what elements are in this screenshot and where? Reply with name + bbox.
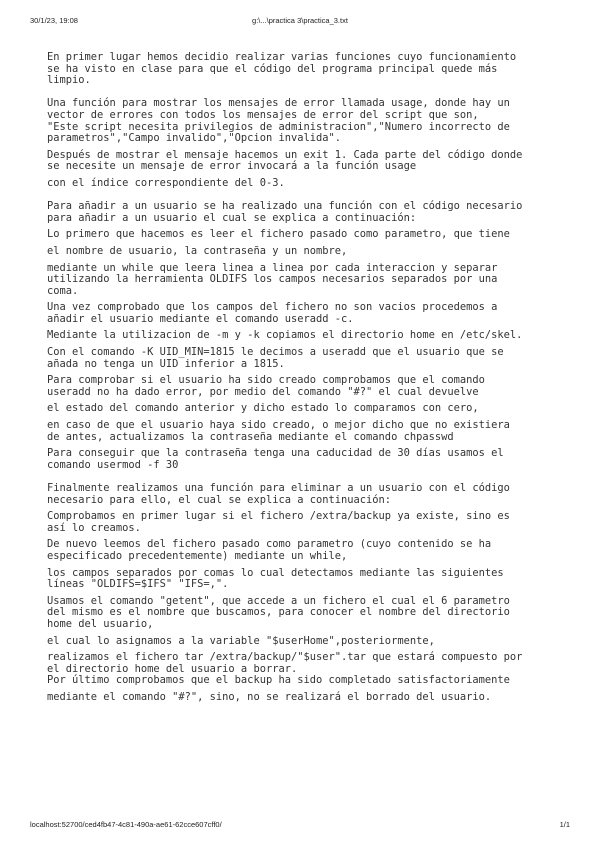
text-line: para añadir a un usuario el cual se explica a continuación: xyxy=(47,211,417,224)
text-line: Usamos el comando "getent", que accede a un fichero el cual el 6 parametro xyxy=(47,594,510,607)
text-line: especificado precedentemente) mediante un while, xyxy=(47,549,348,562)
text-line: Lo primero que hacemos es leer el fichero pasado como parametro, que tiene xyxy=(47,228,510,241)
text-line: Para añadir a un usuario se ha realizado una función con el código necesario xyxy=(47,200,523,213)
text-line: De nuevo leemos del fichero pasado como parametro (cuyo contenido se ha xyxy=(47,538,492,551)
text-line: se necesite un mensaje de error invocará a la función usage xyxy=(47,160,417,173)
text-line: líneas "OLDIFS=$IFS" "IFS=,". xyxy=(47,578,229,591)
text-line: Por último comprobamos que el backup ha sido completado satisfactoriamente xyxy=(47,674,510,687)
text-line: useradd no ha dado error, por medio del comando "#?" el cual devuelve xyxy=(47,385,479,398)
text-line: limpio. xyxy=(47,74,91,87)
text-line: se ha visto en clase para que el código del programa principal quede más xyxy=(47,62,498,75)
text-line: añada no tenga un UID inferior a 1815. xyxy=(47,357,285,370)
text-line: En primer lugar hemos decidio realizar varias funciones cuyo funcionamiento xyxy=(47,51,517,63)
text-line: con el índice correspondiente del 0-3. xyxy=(47,176,285,189)
text-line: Para conseguir que la contraseña tenga una caducidad de 30 días usamos el xyxy=(47,447,504,460)
document-body xyxy=(47,52,562,704)
text-line: el cual lo asignamos a la variable "$userHome",posteriormente, xyxy=(47,634,435,647)
text-line: coma. xyxy=(47,284,79,297)
text-line: Con el comando -K UID_MIN=1815 le decimos a useradd que el usuario que se xyxy=(47,346,504,359)
text-line: vector de errores con todos los mensajes de error del script que son, xyxy=(47,108,479,121)
page-url: localhost:52700/ced4fb47-4c81-490a-ae61-62cce607cff0/ xyxy=(30,820,222,829)
text-line: comando usermod -f 30 xyxy=(47,458,179,471)
text-line: así lo creamos. xyxy=(47,521,141,534)
text-line: de antes, actualizamos la contraseña mediante el comando chpasswd xyxy=(47,430,454,443)
text-line: parametros","Campo invalido","Opcion invalida". xyxy=(47,132,342,145)
text-line: realizamos el fichero tar /extra/backup/"$user".tar que estará compuesto por xyxy=(47,651,523,664)
print-datetime: 30/1/23, 19:08 xyxy=(30,16,78,25)
text-line: Mediante la utilizacion de -m y -k copiamos el directorio home en /etc/skel. xyxy=(47,329,523,342)
page-number: 1/1 xyxy=(559,820,570,829)
text-line: el nombre de usuario, la contraseña y un nombre, xyxy=(47,244,348,257)
text-line: Comprobamos en primer lugar si el fichero /extra/backup ya existe, sino es xyxy=(47,510,510,523)
text-line: el estado del comando anterior y dicho estado lo comparamos con cero, xyxy=(47,402,479,415)
file-path: g:\...\practica 3\practica_3.txt xyxy=(252,16,348,25)
text-line: mediante un while que leera linea a linea por cada interaccion y separar xyxy=(47,261,498,274)
text-line: los campos separados por comas lo cual detectamos mediante las siguientes xyxy=(47,566,504,579)
text-line: utilizando la herramienta OLDIFS los campos necesarios separados por una xyxy=(47,273,498,286)
text-line: mediante el comando "#?", sino, no se realizará el borrado del usuario. xyxy=(47,690,492,703)
text-line: Después de mostrar el mensaje hacemos un exit 1. Cada parte del código donde xyxy=(47,148,523,161)
text-line: Finalmente realizamos una función para eliminar a un usuario con el código xyxy=(47,482,510,494)
text-line: necesario para ello, el cual se explica a continuación: xyxy=(47,493,392,506)
text-line: el directorio home del usuario a borrar. xyxy=(47,662,298,675)
text-line: Una función para mostrar los mensajes de error llamada usage, donde hay un xyxy=(47,97,510,110)
text-line: añadir el usuario mediante el comando useradd -c. xyxy=(47,312,354,325)
text-line: "Este script necesita privilegios de administracion","Numero incorrecto de xyxy=(47,120,510,133)
text-line: Una vez comprobado que los campos del fichero no son vacios procedemos a xyxy=(47,301,498,314)
text-line: en caso de que el usuario haya sido creado, o mejor dicho que no existiera xyxy=(47,419,510,432)
text-line: Para comprobar si el usuario ha sido creado comprobamos que el comando xyxy=(47,374,485,387)
text-line: del mismo es el nombre que buscamos, para conocer el nombre del directorio xyxy=(47,606,510,619)
text-line: home del usuario, xyxy=(47,617,154,630)
